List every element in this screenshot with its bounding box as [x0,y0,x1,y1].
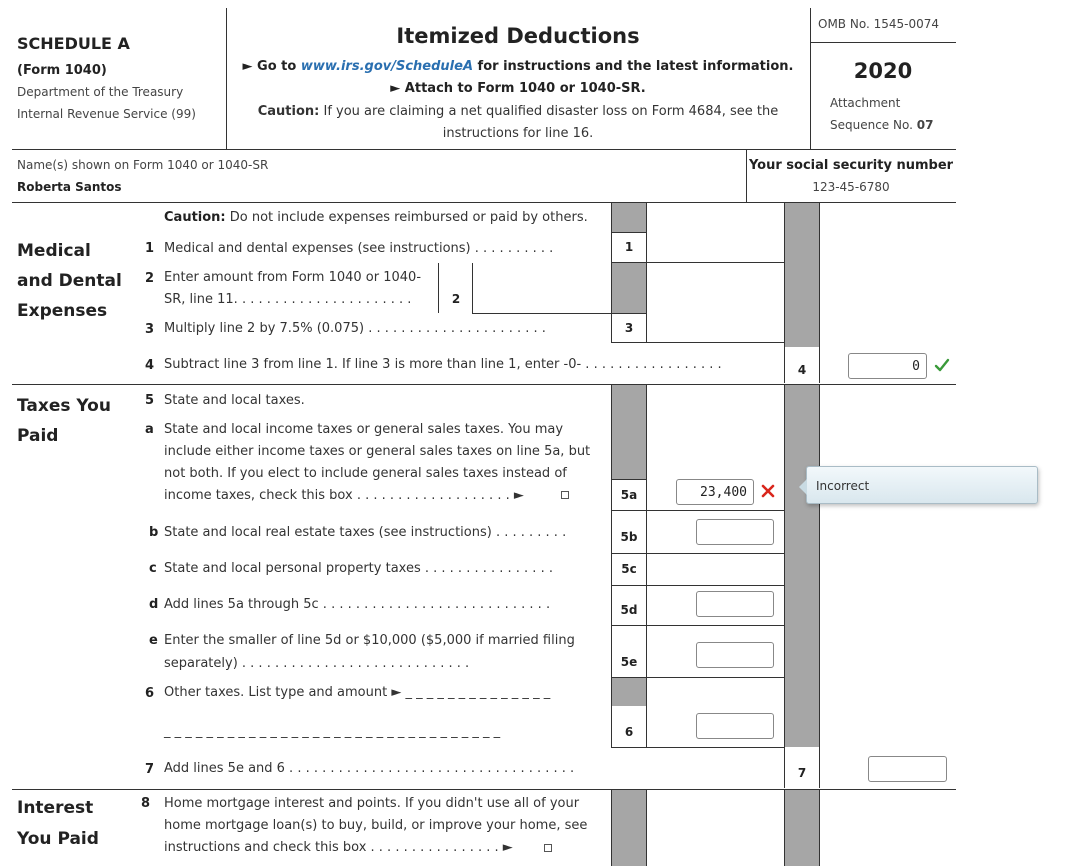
line4-input[interactable] [848,353,927,379]
line5b-input[interactable] [696,519,774,545]
goto-line [226,59,810,74]
line5c-field[interactable] [647,554,783,584]
line5b-label: 5b [620,530,638,544]
caution-text: If you are claiming a net qualified disaster loss on Form 4684, see the [319,104,779,119]
sequence-number [830,118,933,132]
line5a-text-3: not both. If you elect to include general sales taxes instead of [164,466,567,481]
line4-text: Subtract line 3 from line 1. If line 3 is more than line 1, enter -0- . . . . . . . . . . . . . . . . . [164,357,722,372]
tax-year: 2020 [853,59,913,83]
ssn-label: Your social security number [748,158,954,173]
line5c-label: 5c [621,562,637,576]
line3-text: Multiply line 2 by 7.5% (0.075) . . . . . . . . . . . . . . . . . . . . . . [164,321,546,336]
omb-number: OMB No. 1545-0074 [818,17,939,31]
line6-input[interactable] [696,713,774,739]
line5e-input[interactable] [696,642,774,668]
goto-suffix: for instructions and the latest information. [473,59,794,74]
interest-section-title-1: Interest [17,798,94,818]
tooltip-arrow [799,479,807,495]
line2-label: 2 [451,292,461,306]
department: Department of the Treasury [17,85,184,99]
incorrect-tooltip [806,466,1038,504]
line5e-label: 5e [620,655,638,669]
line1-label: 1 [624,240,634,254]
line5a-input[interactable] [676,479,754,505]
ssn-value: 123-45-6780 [812,180,890,194]
line5b-letter: b [149,525,159,540]
line1-number: 1 [145,241,155,256]
header-caution [226,104,810,119]
page-title: Itemized Deductions [396,24,640,48]
medical-section-title-2: and Dental [17,271,122,291]
line2-field[interactable] [473,263,610,312]
line3-field[interactable] [647,314,783,342]
line5e-text-2: separately) . . . . . . . . . . . . . . . . . . . . . . . . . . . . [164,656,470,671]
line8-text-3: instructions and check this box . . . . . . . . . . . . . . . . ► [164,840,513,855]
line1-field[interactable] [647,233,783,262]
line6-text-2: _ _ _ _ _ _ _ _ _ _ _ _ _ _ _ _ _ _ _ _ _ _ _ _ _ _ _ _ _ _ _ _ [164,724,501,739]
line5a-text-1: State and local income taxes or general sales taxes. You may [164,422,564,437]
irs-link[interactable]: www.irs.gov/ScheduleA [300,59,474,74]
taxes-section-title-1: Taxes You [17,396,111,416]
line2-number: 2 [145,271,155,286]
line1-text: Medical and dental expenses (see instructions) . . . . . . . . . . [164,241,554,256]
medical-caution [164,207,588,228]
line5a-label: 5a [620,488,638,502]
line3-label: 3 [624,321,634,335]
name-label: Name(s) shown on Form 1040 or 1040-SR [17,158,269,172]
line4-number: 4 [145,358,155,373]
line5a-sales-tax-checkbox[interactable] [561,491,569,499]
line4-label: 4 [797,363,807,377]
caution-label: Caution: [257,104,320,119]
line8-checkbox[interactable] [544,844,552,852]
taxes-section-title-2: Paid [17,426,59,446]
medical-caution-label: Caution: [164,210,226,225]
irs-label: Internal Revenue Service (99) [17,107,196,121]
line5b-text: State and local real estate taxes (see instructions) . . . . . . . . . [164,525,567,540]
attach-line: ► Attach to Form 1040 or 1040-SR. [390,81,646,96]
check-icon [934,357,950,373]
line6-text-1: Other taxes. List type and amount ► _ _ _ _ _ _ _ _ _ _ _ _ _ _ [164,685,551,700]
line5e-letter: e [149,633,158,648]
line6-number: 6 [145,686,155,701]
line8-number: 8 [141,796,151,811]
sequence-label: Sequence No. [830,118,913,132]
taxpayer-name: Roberta Santos [17,180,122,194]
line5a-letter: a [145,422,154,437]
line5d-letter: d [149,597,159,612]
line5-number: 5 [145,393,155,408]
line5d-text: Add lines 5a through 5c . . . . . . . . . . . . . . . . . . . . . . . . . . . . [164,597,551,612]
x-icon [761,484,775,498]
line7-text: Add lines 5e and 6 . . . . . . . . . . . . . . . . . . . . . . . . . . . . . . . . . . . [164,761,575,776]
line5e-text-1: Enter the smaller of line 5d or $10,000 ($5,000 if married filing [164,633,575,648]
tooltip-text: Incorrect [816,479,870,493]
line5a-text-2: include either income taxes or general sales taxes on line 5a, but [164,444,591,459]
line5c-letter: c [149,561,157,576]
line7-label: 7 [797,766,807,780]
line7-input[interactable] [868,756,947,782]
line8-text-1: Home mortgage interest and points. If you didn't use all of your [164,796,580,811]
line6-label: 6 [624,725,634,739]
line5c-text: State and local personal property taxes . . . . . . . . . . . . . . . . [164,561,553,576]
line5-text: State and local taxes. [164,393,305,408]
line2-text-b: SR, line 11. . . . . . . . . . . . . . . . . . . . . . [164,292,412,307]
interest-section-title-2: You Paid [17,829,99,849]
schedule-name: SCHEDULE A [17,34,130,53]
line5d-input[interactable] [696,591,774,617]
line8-text-2: home mortgage loan(s) to buy, build, or improve your home, see [164,818,588,833]
form-number: (Form 1040) [17,63,107,78]
header-caution-2: instructions for line 16. [442,126,594,141]
line7-number: 7 [145,762,155,777]
medical-caution-text: Do not include expenses reimbursed or paid by others. [225,210,588,225]
goto-prefix: ► Go to [242,59,301,74]
attachment-label: Attachment [830,96,901,110]
line5a-text-4: income taxes, check this box . . . . . . . . . . . . . . . . . . . ► [164,488,524,503]
sequence-value: 07 [916,118,934,132]
line3-number: 3 [145,322,155,337]
line2-text-a: Enter amount from Form 1040 or 1040- [164,270,422,285]
line5d-label: 5d [620,603,638,617]
medical-section-title-1: Medical [17,241,91,261]
medical-section-title-3: Expenses [17,301,108,321]
